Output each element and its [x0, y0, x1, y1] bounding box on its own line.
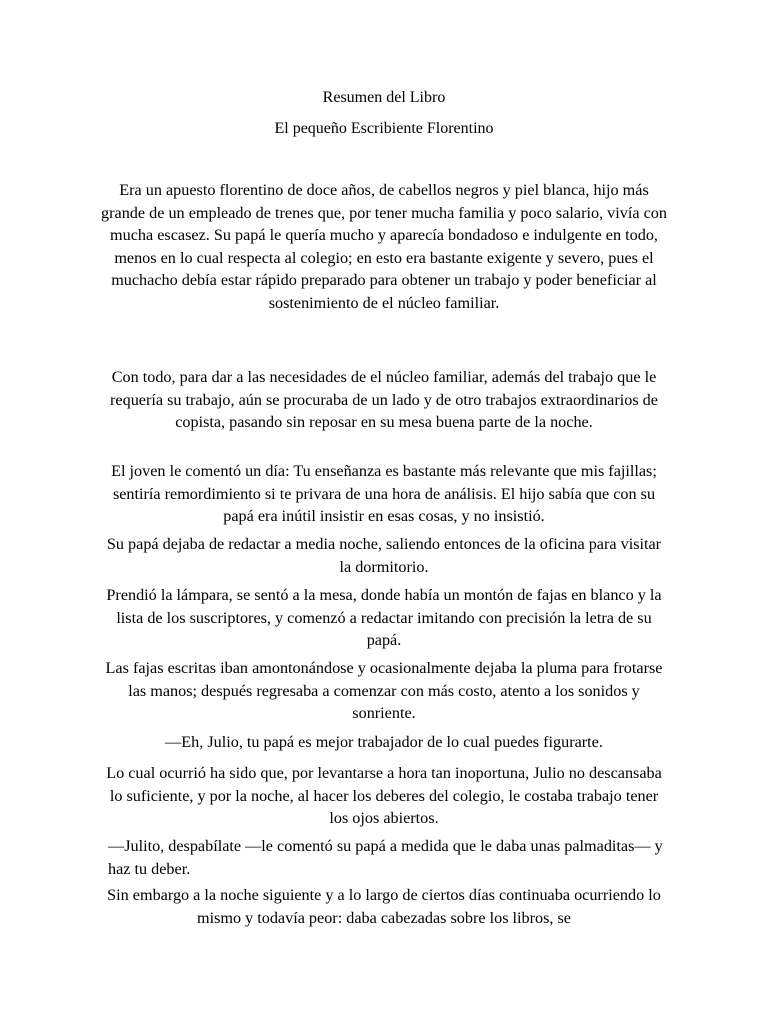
paragraph-3: El joven le comentó un día: Tu enseñanza es bastante más relevante que mis fajillas; sentiría remordimiento si te privara de una hora de análisis. El hijo sabía que con su papá era inútil insistir en esas cosas, y no insistió. [111, 462, 657, 525]
paragraph-6: Las fajas escritas iban amontonándose y ocasionalmente dejaba la pluma para frotarse las manos; después regresaba a comenzar con más costo, atento a los sonidos y sonriente. [105, 659, 663, 722]
paragraph-4: Su papá dejaba de redactar a media noche, saliendo entonces de la oficina para visitar la dormitorio. [106, 535, 662, 576]
paragraph-10: Sin embargo a la noche siguiente y a lo largo de ciertos días continuaba ocurriendo lo mismo y todavía peor: daba cabezadas sobre los libros, se [107, 886, 661, 927]
paragraph-9: —Julito, despabílate —le comentó su papá a medida que le daba unas palmaditas— y haz tu deber. [108, 837, 663, 878]
paragraph-8: Lo cual ocurrió ha sido que, por levantarse a hora tan inoportuna, Julio no descansaba lo suficiente, y por la noche, al hacer los deberes del colegio, le costaba trabajo tener los ojos abiertos. [106, 764, 662, 827]
paragraph-7: —Eh, Julio, tu papá es mejor trabajador de lo cual puedes figurarte. [165, 733, 603, 751]
document-title: Resumen del Libro [322, 89, 446, 106]
paragraph-1: Era un apuesto florentino de doce años, de cabellos negros y piel blanca, hijo más grande de un empleado de trenes que, por tener mucha familia y poco salario, vivía con mucha escasez. Su papá le quería mucho y aparecía bondadoso e indulgente en todo, menos en lo cual respecta al colegio; en esto era bastante exigente y severo, pues el muchacho debía estar rápido preparado para obtener un trabajo y poder beneficiar al sostenimiento de el núcleo familiar. [101, 181, 667, 312]
paragraph-5: Prendió la lámpara, se sentó a la mesa, donde había un montón de fajas en blanco y la lista de los suscriptores, y comenzó a redactar imitando con precisión la letra de su papá. [106, 586, 662, 649]
document-subtitle: El pequeño Escribiente Florentino [274, 120, 494, 137]
paragraph-2: Con todo, para dar a las necesidades de el núcleo familiar, además del trabajo que le requería su trabajo, aún se procuraba de un lado y de otro trabajos extraordinarios de copista, pasando sin reposar en su mesa buena parte de la noche. [110, 368, 658, 431]
